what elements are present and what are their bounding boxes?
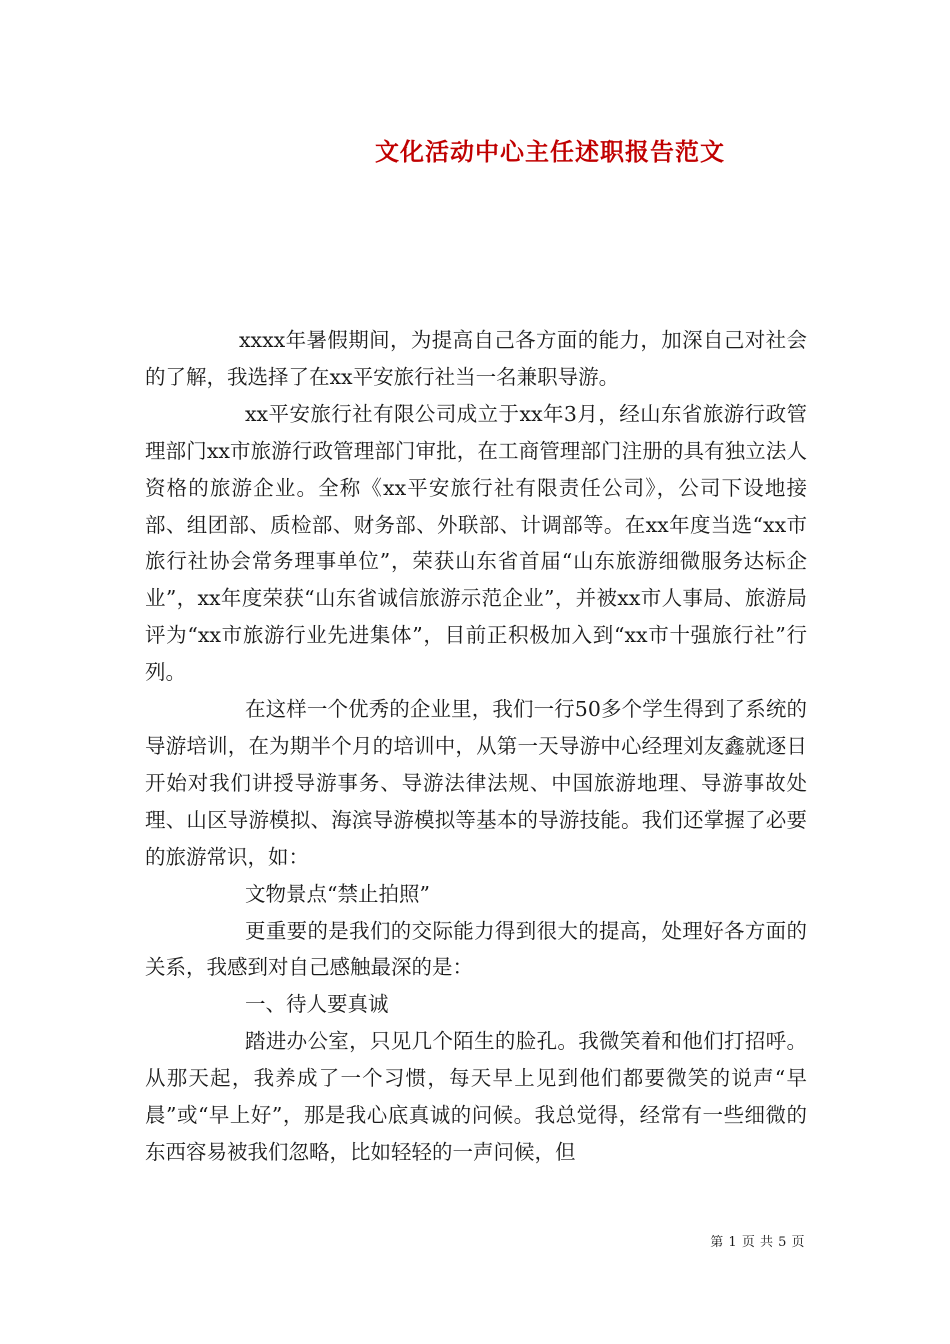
section-heading-sincerity: 一、待人要真诚 (245, 992, 389, 1017)
paragraph-intro: xxxx年暑假期间，为提高自己各方面的能力，加深自己对社会的了解，我选择了在xx平安旅行社当一名兼职导游。 (145, 328, 807, 389)
paragraph-communication: 更重要的是我们的交际能力得到很大的提高，处理好各方面的关系，我感到对自己感触最深的是： (145, 918, 807, 980)
document-title: 文化活动中心主任述职报告范文 (375, 137, 725, 166)
page-indicator: 第 1 页 共 5 页 (710, 1235, 805, 1250)
paragraph-company: xx平安旅行社有限公司成立于xx年3月，经山东省旅游行政管理部门xx市旅游行政管理部门审批，在工商管理部门注册的具有独立法人资格的旅游企业。全称《xx平安旅行社有限责任公司》，公司下设地接部、组团部、质检部、财务部、外联部、计调部等。在xx年度当选“xx市旅行社协会常务理事单位”，荣获山东省首届“山东旅游细微服务达标企业”，xx年度荣获“山东省诚信旅游示范企业”，并被xx市人事局、旅游局评为“xx市旅游行业先进集体”，目前正积极加入到“xx市十强旅行社”行列。 (145, 401, 807, 685)
document-body (145, 322, 807, 1171)
paragraph-photo-rule: 文物景点“禁止拍照” (245, 881, 430, 906)
paragraph-office: 踏进办公室，只见几个陌生的脸孔。我微笑着和他们打招呼。从那天起，我养成了一个习惯，每天早上见到他们都要微笑的说声“早晨”或“早上好”，那是我心底真诚的问候。我总觉得，经常有一些细微的东西容易被我们忽略，比如轻轻的一声问候，但 (145, 1029, 807, 1164)
paragraph-training: 在这样一个优秀的企业里，我们一行50多个学生得到了系统的导游培训，在为期半个月的培训中，从第一天导游中心经理刘友鑫就逐日开始对我们讲授导游事务、导游法律法规、中国旅游地理、导游事故处理、山区导游模拟、海滨导游模拟等基本的导游技能。我们还掌握了必要的旅游常识，如： (145, 697, 807, 869)
